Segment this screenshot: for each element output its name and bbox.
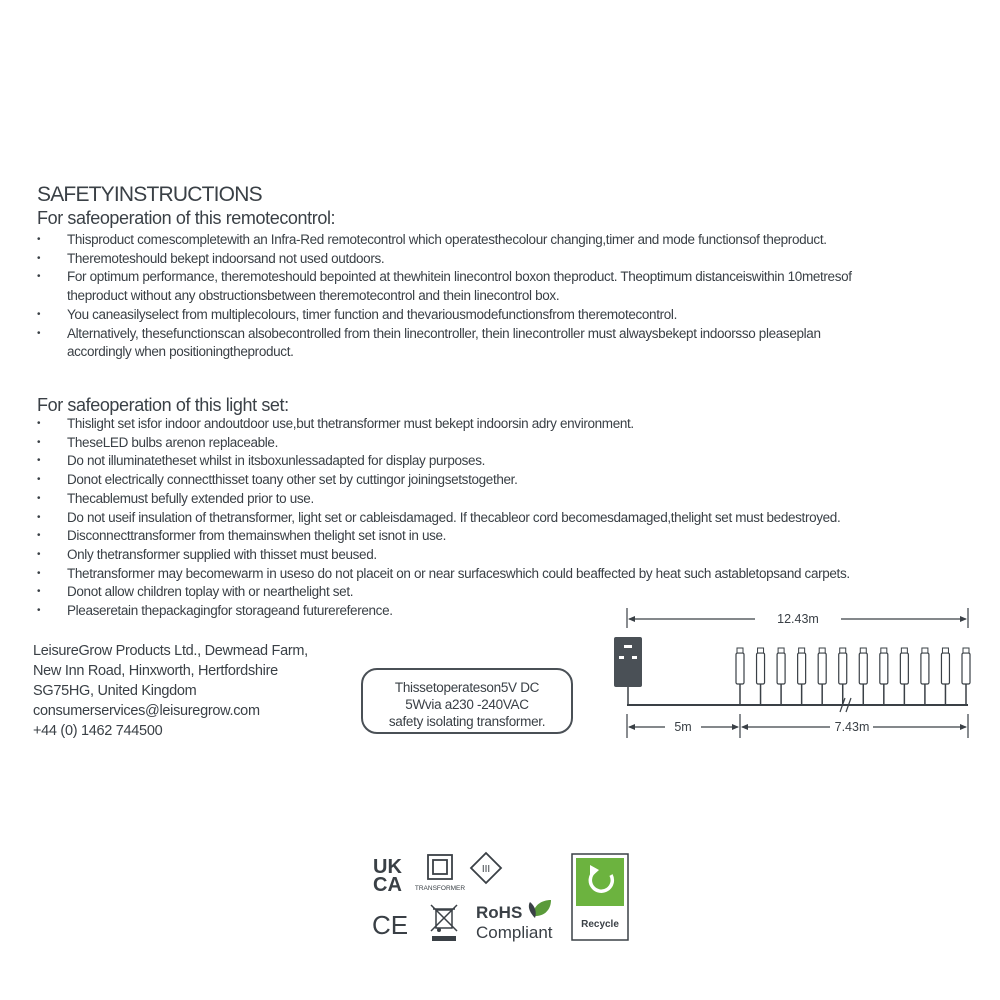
total-length-dimension xyxy=(627,608,968,628)
address-line: SG75HG, United Kingdom xyxy=(33,683,197,699)
lead-length-label: 5m xyxy=(674,720,692,734)
list-item: • Only thetransformer supplied with thisset must beused. xyxy=(37,546,982,565)
svg-text:Recycle: Recycle xyxy=(581,919,619,930)
recycle-icon xyxy=(572,854,628,940)
certification-logos xyxy=(370,850,640,950)
bulb-group xyxy=(736,648,970,705)
list-item: • Thetransformer may becomewarm in useso do not placeit on or near surfaceswhich could beaffected by heat such astabletopsand carpets. xyxy=(37,565,982,584)
light-set-diagram xyxy=(605,600,980,750)
list-item: • Donot allow children toplay with or nearthelight set. xyxy=(37,583,982,602)
bulb-icon xyxy=(859,648,867,705)
ce-mark-icon xyxy=(372,910,408,940)
bulb-icon xyxy=(757,648,765,705)
power-info-line: safety isolating transformer. xyxy=(388,714,546,729)
list-item: • Do not useif insulation of thetransformer, light set or cableisdamaged. If thecableor cord becomesdamaged,thelight set must bedestroyed. xyxy=(37,509,982,528)
address-line: LeisureGrow Products Ltd., Dewmead Farm, xyxy=(33,643,308,659)
list-item: • Disconnecttransformer from themainswhen thelight set isnot in use. xyxy=(37,527,982,546)
bulb-icon xyxy=(736,648,744,705)
list-item: • For optimum performance, theremoteshould bepointed at thewhitein linecontrol boxon theproduct. Theoptimum distanceiswithin 10metresof theproduct without any obstructionsbetween theremotecontrol and thein linecontrol box. xyxy=(37,268,877,305)
list-item: • Do not illuminatetheset whilst in itsboxunlessadapted for display purposes. xyxy=(37,452,982,471)
list-item: • Pleaseretain thepackagingfor storageand futurereference. xyxy=(37,602,982,621)
company-address xyxy=(33,641,308,741)
bulb-icon xyxy=(818,648,826,705)
list-item: • Thislight set isfor indoor andoutdoor use,but thetransformer must bekept indoorsin adry environment. xyxy=(37,415,982,434)
weee-bin-icon xyxy=(431,905,457,941)
rohs-compliant-icon xyxy=(476,900,553,942)
svg-text:RoHS: RoHS xyxy=(476,903,523,922)
bulb-icon xyxy=(839,648,847,705)
svg-text:CE: CE xyxy=(372,910,409,940)
bulb-icon xyxy=(798,648,806,705)
list-item: • You caneasilyselect from multiplecolours, timer function and thevariousmodefunctionsfrom theremotecontrol. xyxy=(37,306,877,325)
transformer-icon xyxy=(614,637,642,705)
list-item: • Theremoteshould bekept indoorsand not used outdoors. xyxy=(37,250,877,269)
svg-text:III: III xyxy=(481,864,491,875)
lit-length-label: 7.43m xyxy=(834,720,870,734)
remote-section-heading: For safeoperation of this remotecontrol: xyxy=(37,208,336,228)
bulb-icon xyxy=(777,648,785,705)
list-item: • TheseLED bulbs arenon replaceable. xyxy=(37,434,982,453)
ukca-mark-icon xyxy=(373,856,402,896)
list-item: • Alternatively, thesefunctionscan alsobecontrolled from thein linecontroller, thein linecontroller must alwaysbekept indoorsso pleaseplan accordingly when positioningtheproduct. xyxy=(37,325,877,362)
class-iii-icon xyxy=(471,853,501,883)
bulb-icon xyxy=(941,648,949,705)
light-instructions-list xyxy=(37,415,982,621)
power-info-line: Thissetoperateson5V DC xyxy=(394,680,540,695)
svg-text:UK: UK xyxy=(373,856,402,878)
lit-length-dimension xyxy=(741,714,968,738)
remote-instructions-list xyxy=(37,231,877,362)
svg-text:TRANSFORMER: TRANSFORMER xyxy=(414,885,466,892)
transformer-symbol-icon xyxy=(415,855,466,892)
svg-text:CA: CA xyxy=(373,874,402,896)
list-item: • Thecablemust befully extended prior to use. xyxy=(37,490,982,509)
contact-phone: +44 (0) 1462 744500 xyxy=(33,723,163,739)
svg-text:Compliant: Compliant xyxy=(476,923,553,942)
power-info-line: 5Wvia a230 -240VAC xyxy=(405,697,529,712)
bulb-icon xyxy=(880,648,888,705)
lead-length-dimension xyxy=(627,714,740,738)
total-length-label: 12.43m xyxy=(777,612,819,626)
light-section-heading: For safeoperation of this light set: xyxy=(37,395,289,415)
cable-break-icon xyxy=(840,698,851,712)
page-title: SAFETYINSTRUCTIONS xyxy=(37,183,262,206)
address-line: New Inn Road, Hinxworth, Hertfordshire xyxy=(33,663,278,679)
list-item: • Donot electrically connectthisset toany other set by cuttingor joiningsetstogether. xyxy=(37,471,982,490)
bulb-icon xyxy=(900,648,908,705)
power-info-box xyxy=(361,668,573,734)
list-item: • Thisproduct comescompletewith an Infra-Red remotecontrol which operatesthecolour changing,timer and mode functionsof theproduct. xyxy=(37,231,877,250)
bulb-icon xyxy=(921,648,929,705)
contact-email[interactable]: consumerservices@leisuregrow.com xyxy=(33,703,260,719)
bulb-icon xyxy=(962,648,970,705)
